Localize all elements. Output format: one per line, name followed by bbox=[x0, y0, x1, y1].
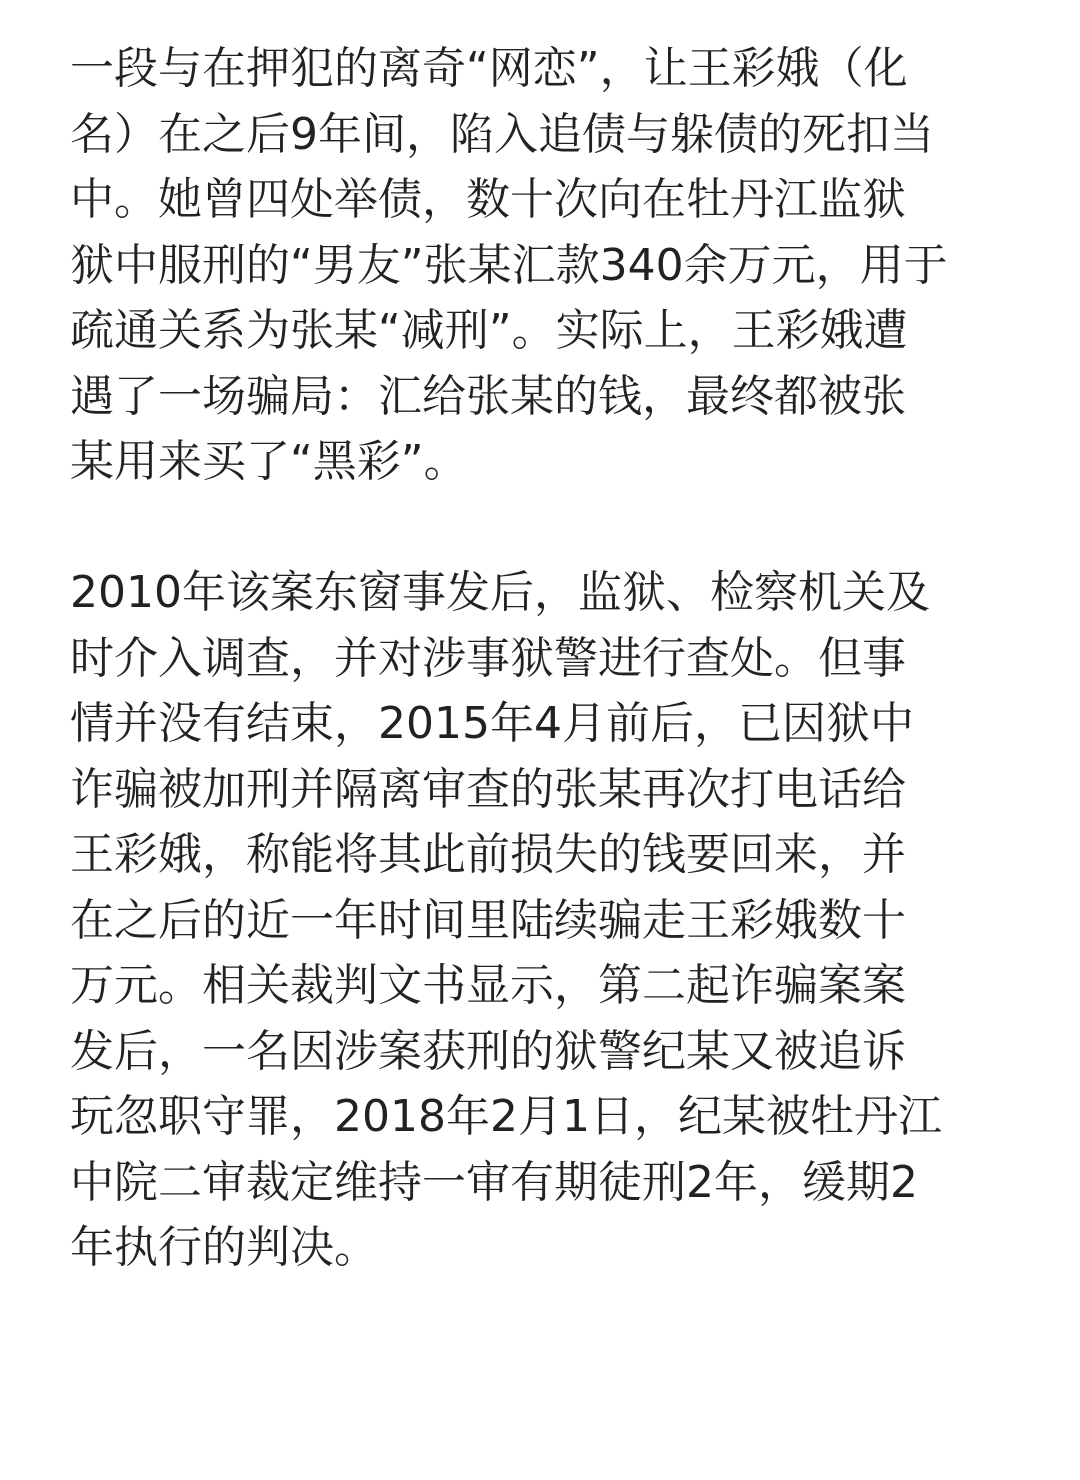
text-line: 2010年该案东窗事发后，监狱、检察机关及 bbox=[70, 567, 930, 618]
text-line: 在之后的近一年时间里陆续骗走王彩娥数十 bbox=[70, 894, 906, 946]
text-line: 诈骗被加刑并隔离审查的张某再次打电话给 bbox=[70, 763, 906, 815]
text-line: 玩忽职守罪，2018年2月1日，纪某被牡丹江 bbox=[70, 1091, 942, 1142]
text-line: 疏通关系为张某“减刑”。实际上，王彩娥遭 bbox=[70, 305, 908, 356]
text-line: 一段与在押犯的离奇“网恋”，让王彩娥（化 bbox=[70, 43, 908, 94]
article-body bbox=[70, 36, 1015, 1281]
text-line: 中。她曾四处举债，数十次向在牡丹江监狱 bbox=[70, 174, 906, 225]
text-line: 万元。相关裁判文书显示，第二起诈骗案案 bbox=[70, 960, 906, 1011]
text-line: 年执行的判决。 bbox=[70, 1222, 378, 1273]
text-line: 狱中服刑的“男友”张某汇款340余万元，用于 bbox=[70, 239, 948, 291]
text-line: 王彩娥，称能将其此前损失的钱要回来，并 bbox=[70, 829, 906, 880]
paragraph-2 bbox=[70, 560, 1015, 1281]
text-line: 时介入调查，并对涉事狱警进行查处。但事 bbox=[70, 632, 906, 684]
text-line: 某用来买了“黑彩”。 bbox=[70, 436, 468, 487]
paragraph-1 bbox=[70, 36, 1015, 495]
text-line: 发后，一名因涉案获刑的狱警纪某又被追诉 bbox=[70, 1025, 906, 1077]
text-line: 遇了一场骗局：汇给张某的钱，最终都被张 bbox=[70, 370, 906, 422]
paragraph-spacer bbox=[70, 495, 1015, 561]
text-line: 名）在之后9年间，陷入追债与躲债的死扣当 bbox=[70, 108, 934, 160]
text-line: 中院二审裁定维持一审有期徒刑2年，缓期2 bbox=[70, 1156, 918, 1208]
text-line: 情并没有结束，2015年4月前后，已因狱中 bbox=[70, 698, 914, 749]
